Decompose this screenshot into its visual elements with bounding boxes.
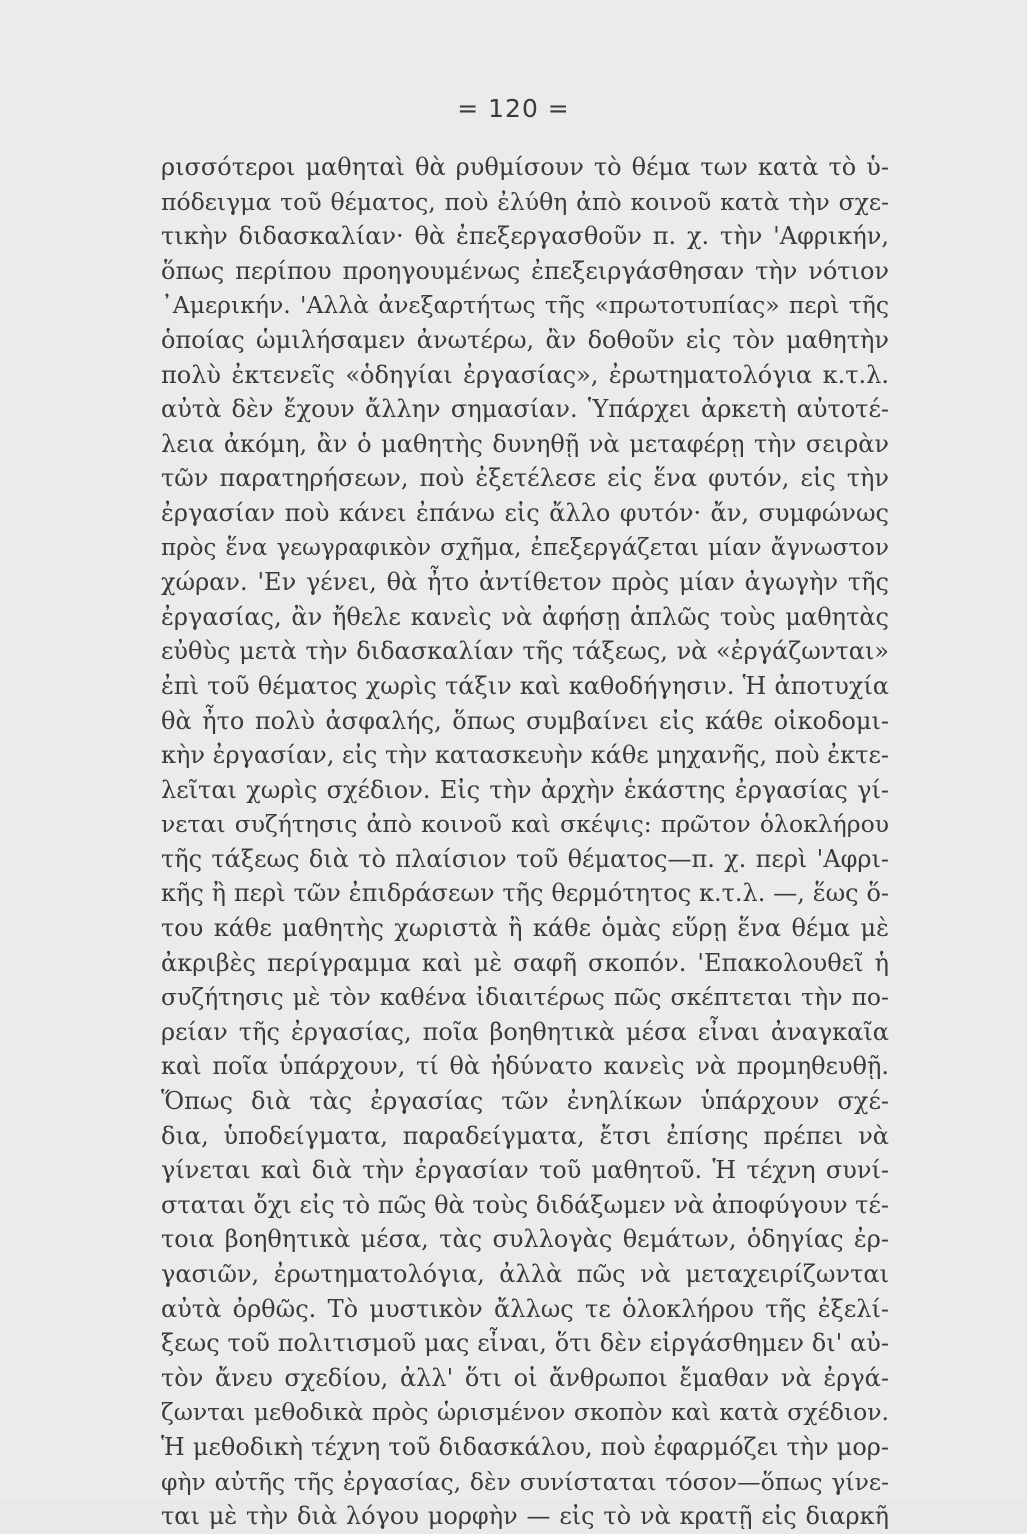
text-line: χώραν. 'Εν γένει, θὰ ἦτο ἀντίθετον πρὸς μίαν ἀγωγὴν τῆς [161, 568, 889, 597]
text-line: τὸν ἄνευ σχεδίου, ἀλλ' ὅτι οἱ ἄνθρωποι ἔμαθαν νὰ ἐργά- [161, 1363, 889, 1392]
text-line: ζωνται μεθοδικὰ πρὸς ὡρισμένον σκοπὸν καὶ κατὰ σχέδιον. [161, 1398, 889, 1427]
text-line: ται μὲ τὴν διὰ λόγου μορφὴν — εἰς τὸ νὰ κρατῇ εἰς διαρκῆ [161, 1502, 889, 1531]
text-line: εὐθὺς μετὰ τὴν διδασκαλίαν τῆς τάξεως, νὰ «ἐργάζωνται» [161, 637, 889, 666]
text-line: ὅπως περίπου προηγουμένως ἐπεξειργάσθησαν τὴν νότιον [161, 256, 889, 285]
text-line: πολὺ ἐκτενεῖς «ὁδηγίαι ἐργασίας», ἐρωτηματολόγια κ.τ.λ. [161, 360, 889, 389]
text-line: σταται ὄχι εἰς τὸ πῶς θὰ τοὺς διδάξωμεν νὰ ἀποφύγουν τέ- [161, 1190, 889, 1219]
text-line: τῶν παρατηρήσεων, ποὺ ἐξετέλεσε εἰς ἕνα φυτόν, εἰς τὴν [161, 464, 889, 493]
text-line: του κάθε μαθητὴς χωριστὰ ἢ κάθε ὁμὰς εὕρῃ ἕνα θέμα μὲ [161, 914, 889, 943]
text-line: γίνεται καὶ διὰ τὴν ἐργασίαν τοῦ μαθητοῦ. Ἡ τέχνη συνί- [161, 1156, 889, 1185]
page-number: = 120 = [457, 94, 570, 123]
text-line: ρείαν τῆς ἐργασίας, ποῖα βοηθητικὰ μέσα εἶναι ἀναγκαῖα [161, 1017, 889, 1046]
text-line: φὴν αὐτῆς τῆς ἐργασίας, δὲν συνίσταται τόσον—ὅπως γίνε- [161, 1467, 889, 1496]
text-line: Ὅπως διὰ τὰς ἐργασίας τῶν ἐνηλίκων ὑπάρχουν σχέ- [161, 1087, 889, 1116]
text-line: Ἡ μεθοδικὴ τέχνη τοῦ διδασκάλου, ποὺ ἐφαρμόζει τὴν μορ- [161, 1432, 889, 1461]
text-line: τῆς τάξεως διὰ τὸ πλαίσιον τοῦ θέματος—π. χ. περὶ 'Αφρι- [161, 844, 889, 873]
text-line: πόδειγμα τοῦ θέματος, ποὺ ἐλύθη ἀπὸ κοινοῦ κατὰ τὴν σχε- [161, 187, 889, 216]
text-line: πρὸς ἕνα γεωγραφικὸν σχῆμα, ἐπεξεργάζεται μίαν ἄγνωστον [161, 534, 889, 561]
text-line: κῆς ἢ περὶ τῶν ἐπιδράσεων τῆς θερμότητος κ.τ.λ. —, ἕως ὅ- [161, 879, 889, 908]
text-line: τοια βοηθητικὰ μέσα, τὰς συλλογὰς θεμάτων, ὁδηγίας ἐρ- [161, 1225, 889, 1254]
body-text [161, 150, 889, 1534]
text-line: καὶ ποῖα ὑπάρχουν, τί θὰ ἠδύνατο κανεὶς νὰ προμηθευθῇ. [161, 1052, 889, 1081]
text-line: ὁποίας ὡμιλήσαμεν ἀνωτέρω, ἂν δοθοῦν εἰς τὸν μαθητὴν [161, 325, 889, 354]
text-line: θὰ ἦτο πολὺ ἀσφαλής, ὅπως συμβαίνει εἰς κάθε οἰκοδομι- [161, 706, 889, 735]
text-line: λεια ἀκόμη, ἂν ὁ μαθητὴς δυνηθῇ νὰ μεταφέρῃ τὴν σειρὰν [161, 429, 889, 458]
text-line: ξεως τοῦ πολιτισμοῦ μας εἶναι, ὅτι δὲν εἰργάσθημεν δι' αὐ- [161, 1329, 889, 1358]
text-line: ἀκριβὲς περίγραμμα καὶ μὲ σαφῆ σκοπόν. 'Επακολουθεῖ ἡ [161, 948, 889, 977]
text-line: αὐτὰ δὲν ἔχουν ἄλλην σημασίαν. Ὑπάρχει ἀρκετὴ αὐτοτέ- [161, 395, 889, 424]
text-line: ᾿Αμερικήν. 'Αλλὰ ἀνεξαρτήτως τῆς «πρωτοτυπίας» περὶ τῆς [161, 291, 889, 320]
text-line: ἐργασίας, ἂν ἤθελε κανεὶς νὰ ἀφήσῃ ἁπλῶς τοὺς μαθητὰς [161, 602, 889, 631]
text-line: ρισσότεροι μαθηταὶ θὰ ρυθμίσουν τὸ θέμα των κατὰ τὸ ὑ- [161, 153, 889, 181]
text-line: κὴν ἐργασίαν, εἰς τὴν κατασκευὴν κάθε μηχανῆς, ποὺ ἐκτε- [161, 741, 889, 770]
text-line: ἐργασίαν ποὺ κάνει ἐπάνω εἰς ἄλλο φυτόν· ἄν, συμφώνως [161, 498, 889, 527]
text-line: γασιῶν, ἐρωτηματολόγια, ἀλλὰ πῶς νὰ μεταχειρίζωνται [161, 1260, 889, 1288]
text-line: νεται συζήτησις ἀπὸ κοινοῦ καὶ σκέψις: πρῶτον ὁλοκλήρου [161, 810, 889, 839]
text-line: τικὴν διδασκαλίαν· θὰ ἐπεξεργασθοῦν π. χ. τὴν 'Αφρικήν, [161, 222, 889, 251]
text-line: αὐτὰ ὀρθῶς. Τὸ μυστικὸν ἄλλως τε ὁλοκλήρου τῆς ἐξελί- [161, 1294, 889, 1323]
text-line: λεῖται χωρὶς σχέδιον. Εἰς τὴν ἀρχὴν ἑκάστης ἐργασίας γί- [161, 775, 889, 804]
text-line: ἐπὶ τοῦ θέματος χωρὶς τάξιν καὶ καθοδήγησιν. Ἡ ἀποτυχία [161, 671, 889, 700]
text-line: δια, ὑποδείγματα, παραδείγματα, ἔτσι ἐπίσης πρέπει νὰ [161, 1121, 889, 1150]
text-line: συζήτησις μὲ τὸν καθένα ἰδιαιτέρως πῶς σκέπτεται τὴν πο- [161, 983, 889, 1012]
